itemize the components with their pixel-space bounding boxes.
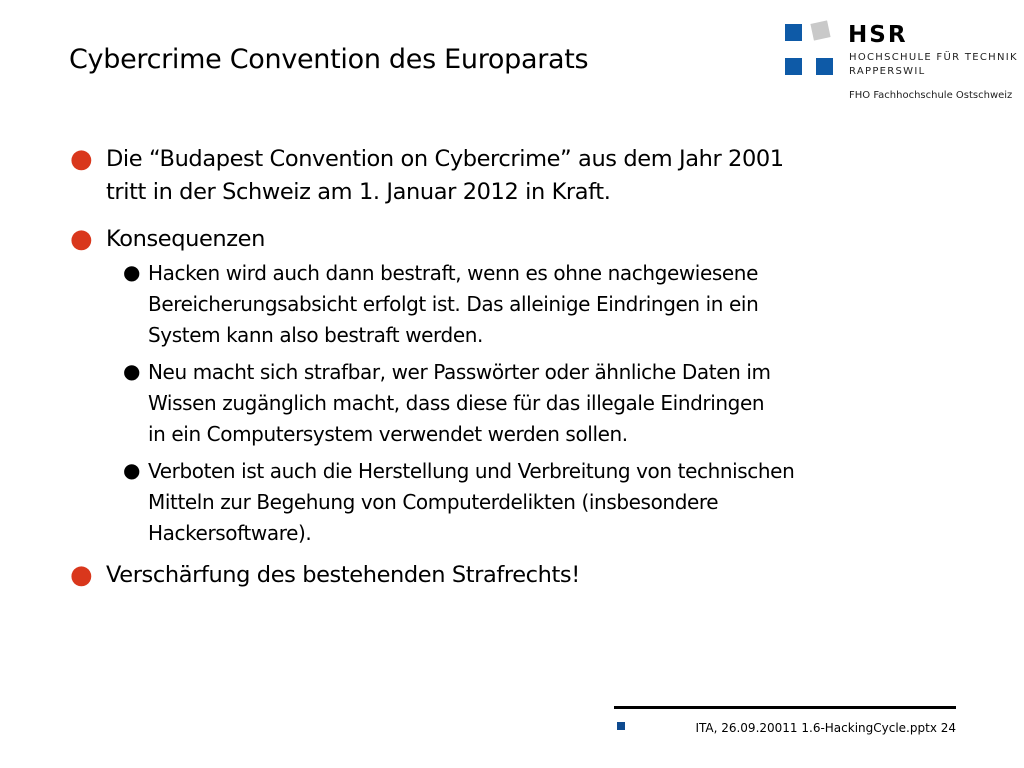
- sub-bullet-icon: ●: [123, 359, 141, 383]
- sub-bullet-text-line: Hackersoftware).: [148, 521, 312, 545]
- sub-bullet-text-line: Wissen zugänglich macht, dass diese für das illegale Eindringen: [148, 391, 765, 415]
- sub-bullet-item: [106, 456, 950, 549]
- sub-bullet-text-line: System kann also bestraft werden.: [148, 323, 483, 347]
- logo-subtitle-2: RAPPERSWIL: [849, 66, 926, 77]
- logo-square-gray: [810, 20, 830, 40]
- sub-bullet-item: [106, 258, 950, 351]
- sub-bullet-text-line: Verboten ist auch die Herstellung und Verbreitung von technischen: [148, 459, 795, 483]
- bullet-text: Verschärfung des bestehenden Strafrechts!: [106, 562, 580, 588]
- bullet-text-line: tritt in der Schweiz am 1. Januar 2012 in Kraft.: [106, 179, 611, 205]
- slide-title: Cybercrime Convention des Europarats: [69, 44, 589, 75]
- sub-bullet-list: [70, 258, 950, 549]
- bullet-text-line: Die “Budapest Convention on Cybercrime” aus dem Jahr 2001: [106, 146, 784, 172]
- slide-content: [70, 143, 950, 606]
- hsr-logo: [785, 22, 1020, 104]
- logo-fho: FHO Fachhochschule Ostschweiz: [849, 90, 1013, 101]
- sub-bullet-icon: ●: [123, 260, 141, 284]
- bullet-item: [70, 223, 950, 256]
- logo-square-blue-bottom-right: [816, 58, 833, 75]
- bullet-item: [70, 559, 950, 592]
- sub-bullet-text-line: Mitteln zur Begehung von Computerdelikten (insbesondere: [148, 490, 719, 514]
- logo-subtitle-1: HOCHSCHULE FÜR TECHNIK: [849, 52, 1018, 63]
- sub-bullet-item: [106, 357, 950, 450]
- footer-square-icon: [617, 722, 625, 730]
- bullet-text: Konsequenzen: [106, 226, 265, 252]
- logo-square-blue-bottom-left: [785, 58, 802, 75]
- footer-divider: [614, 706, 956, 709]
- logo-name: HSR: [848, 22, 908, 48]
- footer-text: ITA, 26.09.20011 1.6-HackingCycle.pptx 24: [695, 721, 956, 735]
- bullet-icon: ●: [70, 560, 93, 590]
- bullet-item: [70, 143, 950, 209]
- sub-bullet-icon: ●: [123, 458, 141, 482]
- logo-square-blue-top-left: [785, 24, 802, 41]
- sub-bullet-text-line: Hacken wird auch dann bestraft, wenn es ohne nachgewiesene: [148, 261, 758, 285]
- sub-bullet-text-line: in ein Computersystem verwendet werden sollen.: [148, 422, 628, 446]
- sub-bullet-text-line: Bereicherungsabsicht erfolgt ist. Das alleinige Eindringen in ein: [148, 292, 759, 316]
- bullet-icon: ●: [70, 144, 93, 174]
- bullet-icon: ●: [70, 224, 93, 254]
- sub-bullet-text-line: Neu macht sich strafbar, wer Passwörter oder ähnliche Daten im: [148, 360, 771, 384]
